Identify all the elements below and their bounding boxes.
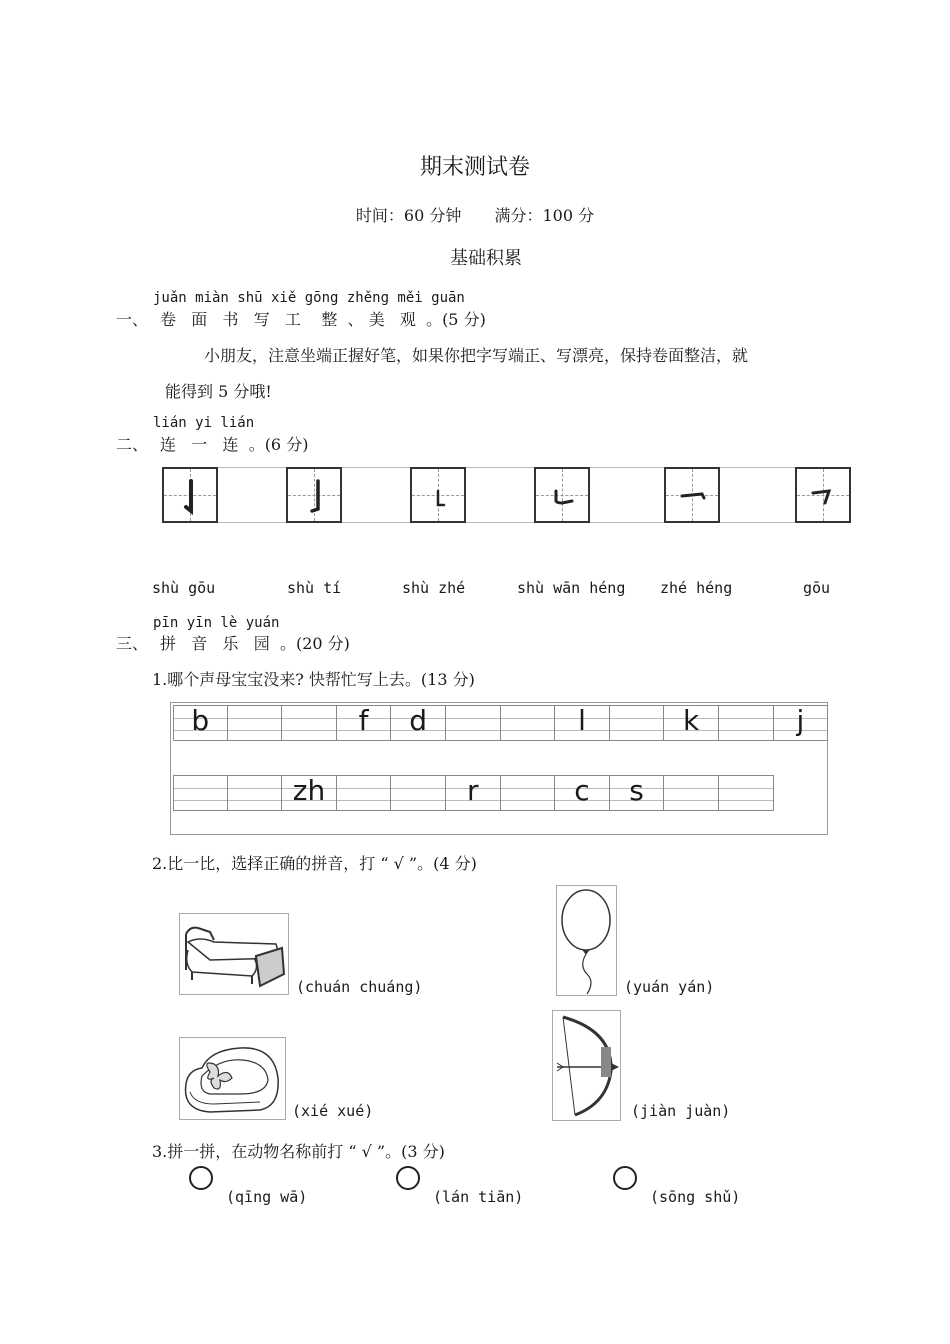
initial-cell[interactable] — [228, 705, 283, 741]
stroke-shu-zhe-icon — [412, 469, 468, 525]
pinyin-choice[interactable]: (yuán yán) — [624, 978, 715, 996]
bow-arrow-picture — [552, 1010, 621, 1121]
initial-cell[interactable] — [719, 705, 774, 741]
page-title: 期末测试卷 — [419, 155, 530, 180]
animal-choice: (lán tiān) — [433, 1188, 524, 1206]
answer-circle[interactable] — [613, 1166, 637, 1190]
initial-cell — [173, 705, 228, 741]
initials-row-1 — [173, 705, 828, 741]
initial-letter: d — [409, 704, 428, 737]
initial-letter: r — [467, 774, 479, 807]
stroke-gou-icon — [797, 469, 853, 525]
initial-cell — [391, 705, 446, 741]
q2-number: 二、 — [116, 435, 149, 454]
bed-picture — [179, 913, 289, 995]
initial-cell[interactable] — [610, 705, 665, 741]
initial-cell — [555, 775, 610, 811]
grid-connector — [588, 467, 664, 523]
initial-cell[interactable] — [173, 775, 228, 811]
stroke-box-gou — [795, 467, 851, 523]
initial-cell[interactable] — [446, 705, 501, 741]
q1-title: 卷 面 书 写 工 整 、 美 观 。(5 分) — [160, 310, 486, 329]
bed-icon — [180, 914, 288, 994]
q3-sub1: 1.哪个声母宝宝没来? 快帮忙写上去。(13 分) — [152, 670, 475, 689]
full-score: 满分：100 分 — [494, 206, 595, 225]
initial-cell — [337, 705, 392, 741]
initial-letter: f — [358, 704, 369, 737]
initial-letter: j — [796, 704, 805, 737]
initial-cell[interactable] — [664, 775, 719, 811]
q3-number: 三、 — [116, 634, 149, 653]
balloon-picture — [556, 885, 617, 996]
stroke-option: shù zhé — [402, 579, 466, 597]
q3-title: 拼 音 乐 园 。(20 分) — [160, 634, 350, 653]
initial-cell[interactable] — [337, 775, 392, 811]
initial-cell — [446, 775, 501, 811]
stroke-option: gōu — [803, 579, 831, 597]
initial-cell[interactable] — [501, 775, 556, 811]
stroke-box-shu-wan-heng — [534, 467, 590, 523]
initial-letter: zh — [292, 774, 326, 807]
initials-row-2 — [173, 775, 774, 811]
q1-number: 一、 — [116, 310, 149, 329]
grid-connector — [718, 467, 796, 523]
shoe-icon — [180, 1038, 285, 1119]
q3-pinyin: pīn yīn lè yuán — [153, 615, 280, 631]
stroke-box-shu-ti — [286, 467, 342, 523]
initials-grid — [170, 702, 828, 835]
initial-cell — [774, 705, 829, 741]
initial-cell — [610, 775, 665, 811]
section-title: 基础积累 — [450, 248, 522, 269]
animal-choice: (qīng wā) — [226, 1188, 308, 1206]
answer-circle[interactable] — [189, 1166, 213, 1190]
initial-letter: b — [191, 704, 210, 737]
stroke-option: shù tí — [287, 579, 342, 597]
initial-cell — [555, 705, 610, 741]
stroke-shu-ti-icon — [288, 469, 344, 525]
q3-sub3: 3.拼一拼，在动物名称前打 “ √ ”。(3 分) — [152, 1142, 445, 1161]
stroke-option: zhé héng — [660, 579, 733, 597]
stroke-shu-gou-icon — [164, 469, 220, 525]
balloon-icon — [557, 886, 616, 995]
grid-connector — [464, 467, 534, 523]
time-limit: 时间：60 分钟 — [355, 206, 462, 225]
pinyin-choice[interactable]: (chuán chuáng) — [296, 978, 423, 996]
q2-title: 连 一 连 。(6 分) — [160, 435, 309, 454]
q1-pinyin: juǎn miàn shū xiě gōng zhěng měi guān — [153, 290, 465, 306]
answer-circle[interactable] — [396, 1166, 420, 1190]
initial-cell[interactable] — [719, 775, 774, 811]
q3-sub2: 2.比一比，选择正确的拼音，打 “ √ ”。(4 分) — [152, 854, 477, 873]
initial-cell[interactable] — [228, 775, 283, 811]
stroke-box-shu-zhe — [410, 467, 466, 523]
bow-arrow-icon — [553, 1011, 620, 1120]
grid-connector — [216, 467, 286, 523]
shoe-picture — [179, 1037, 286, 1120]
stroke-box-zhe-heng — [664, 467, 720, 523]
animal-choice: (sōng shǔ) — [650, 1188, 741, 1206]
stroke-option: shù gōu — [152, 579, 216, 597]
initial-letter: k — [683, 704, 700, 737]
initial-cell — [282, 775, 337, 811]
initial-cell — [664, 705, 719, 741]
pinyin-choice[interactable]: (jiàn juàn) — [631, 1102, 731, 1120]
stroke-zhe-heng-icon — [666, 469, 722, 525]
q1-body-line1: 小朋友，注意坐端正握好笔，如果你把字写端正、写漂亮，保持卷面整洁，就 — [204, 346, 749, 365]
q1-body-line2: 能得到 5 分哦! — [165, 382, 272, 401]
initial-cell[interactable] — [501, 705, 556, 741]
initial-cell[interactable] — [282, 705, 337, 741]
initial-letter: l — [578, 704, 586, 737]
stroke-option: shù wān héng — [517, 579, 626, 597]
grid-connector — [340, 467, 410, 523]
initial-letter: c — [574, 774, 590, 807]
q2-pinyin: lián yi lián — [153, 415, 255, 431]
exam-meta — [0, 203, 950, 226]
initial-letter: s — [629, 774, 644, 807]
initial-cell[interactable] — [391, 775, 446, 811]
pinyin-choice[interactable]: (xié xué) — [292, 1102, 374, 1120]
stroke-box-shu-gou — [162, 467, 218, 523]
stroke-shu-wan-heng-icon — [536, 469, 592, 525]
